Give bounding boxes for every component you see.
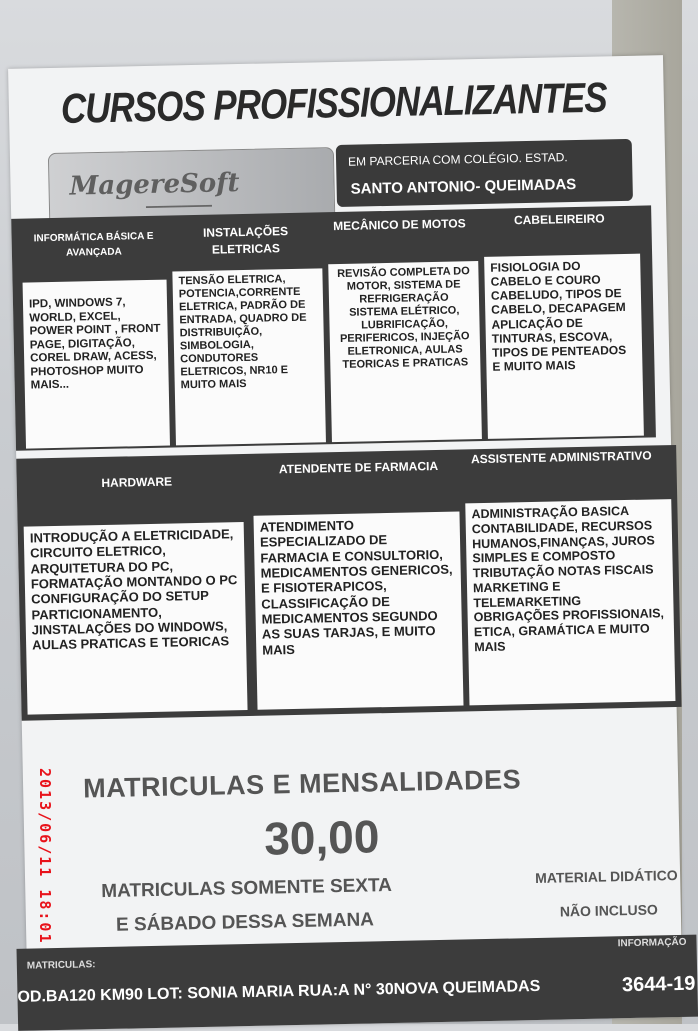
course-description: IPD, WINDOWS 7, WORLD, EXCEL, POWER POINT , FRONT PAGE, DIGITAÇÃO, COREL DRAW, ACESS, PHOTOSHOP MUITO MAIS... [23,280,170,449]
footer-band [17,935,698,1031]
course-row-2 [16,445,681,721]
pricing-heading: MATRICULAS E MENSALIDADES [82,764,522,804]
flyer-title: CURSOS PROFISSIONALIZANTES [60,74,608,133]
footer-label: MATRICULAS: [26,959,96,972]
course-title: ASSISTENTE ADMINISTRATIVO [470,448,652,467]
partner-line-2: SANTO ANTONIO- QUEIMADAS [350,175,577,198]
course-title: CABELEIREIRO [513,211,605,228]
enrollment-note-line-2: E SÁBADO DESSA SEMANA [115,909,375,936]
flyer [8,55,696,1031]
footer-address: OD.BA120 KM90 LOT: SONIA MARIA RUA:A N° 30NOVA QUEIMADAS [17,977,541,1006]
footer-info-label: INFORMAÇÃO [617,936,687,950]
course-description: ADMINISTRAÇÃO BASICA CONTABILIDADE, RECURSOS HUMANOS,FINANÇAS, JUROS SIMPLES E COMPOSTO TRIBUTAÇÃO NOTAS FISCAIS MARKETING E TELEMARKETING OBRIGAÇÕES PROFISSIONAIS, ETICA, GRAMÁTICA E MUITO MAIS [465,499,675,705]
course-title: INSTALAÇÕES ELETRICAS [202,224,289,258]
course-description: FISIOLOGIA DO CABELO E COURO CABELUDO, TIPOS DE CABELO, DECAPAGEM APLICAÇÃO DE TINTURAS, ESCOVA, TIPOS DE PENTEADOS E MUITO MAIS [484,254,644,439]
partner-line-1: EM PARCERIA COM COLÉGIO. ESTAD. [347,150,568,169]
course-title: MECÂNICO DE MOTOS [333,216,466,234]
enrollment-note-line-1: MATRICULAS SOMENTE SEXTA [101,875,393,903]
course-title: ATENDENTE DE FARMACIA [278,458,439,477]
course-description: REVISÃO COMPLETA DO MOTOR, SISTEMA DE REFRIGERAÇÃO SISTEMA ELÉTRICO, LUBRIFICAÇÃO, PERIFERICOS, INJEÇÃO ELETRONICA, AULAS TEORICAS E PRATICAS [328,261,482,442]
footer-phone: 3644-19 [621,972,696,997]
logo-tagline-decoration: ▬▬▬▬▬▬▬▬▬▬▬ [145,202,213,210]
course-description: INTRODUÇÃO A ELETRICIDADE, CIRCUITO ELETRICO, ARQUITETURA DO PC, FORMATAÇÃO MONTANDO O PC CONFIGURAÇÃO DO SETUP PARTICIONAMENTO, JINSTALAÇÕES DO WINDOWS, AULAS PRATICAS E TEORICAS [24,522,248,715]
material-note-line-2: NÃO INCLUSO [559,901,658,920]
logo-text: MagereSoft [69,168,240,202]
course-title: INFORMÁTICA BÁSICA E AVANÇADA [33,230,154,259]
date-stamp: 2013/06/11 18:01 [36,768,54,945]
partner-banner [336,139,633,207]
course-row-1 [11,202,656,450]
course-description: TENSÃO ELETRICA, POTENCIA,CORRENTE ELETRICA, PADRÃO DE ENTRADA, QUADRO DE DISTRIBUIÇÃO, SIMBOLOGIA, CONDUTORES ELETRICOS, NR10 E MUITO MAIS [172,268,326,445]
material-note-line-1: MATERIAL DIDÁTICO [534,867,678,886]
price-value: 30,00 [263,810,380,865]
course-title: HARDWARE [101,474,173,490]
course-description: ATENDIMENTO ESPECIALIZADO DE FARMACIA E CONSULTORIO, MEDICAMENTOS GENERICOS, E FISIOTERAPICOS, CLASSIFICAÇÃO DE MEDICAMENTOS SEGUNDO AS SUAS TARJAS, E MUITO MAIS [253,512,463,710]
